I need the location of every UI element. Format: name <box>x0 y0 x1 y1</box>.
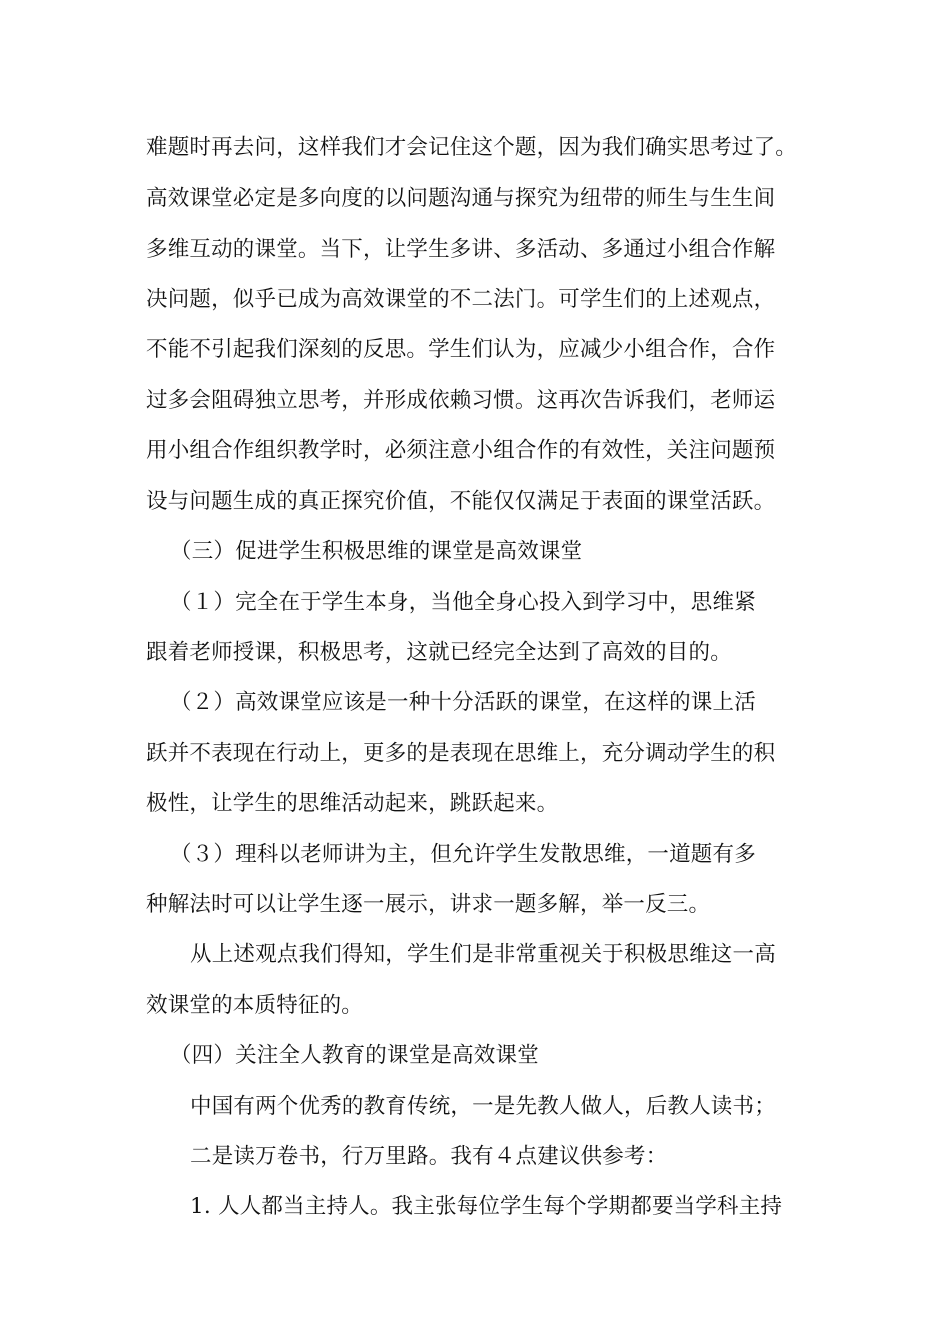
paragraph-line: 二是读万卷书，行万里路。我有４点建议供参考： <box>190 1144 668 1169</box>
list-item-line: 种解法时可以让学生逐一展示，讲求一题多解，举一反三。 <box>146 892 711 917</box>
paragraph-line: 从上述观点我们得知，学生们是非常重视关于积极思维这一高 <box>190 942 776 967</box>
paragraph-line: 过多会阻碍独立思考，并形成依赖习惯。这再次告诉我们，老师运 <box>146 388 776 413</box>
list-item-line: 跃并不表现在行动上，更多的是表现在思维上，充分调动学生的积 <box>146 741 776 766</box>
section-heading: （三）促进学生积极思维的课堂是高效课堂 <box>170 539 583 564</box>
paragraph-line: 效课堂的本质特征的。 <box>146 993 364 1018</box>
paragraph-line: 决问题，似乎已成为高效课堂的不二法门。可学生们的上述观点， <box>146 287 776 312</box>
list-item-line: （２）高效课堂应该是一种十分活跃的课堂，在这样的课上活 <box>170 690 756 715</box>
list-item-line: （１）完全在于学生本身，当他全身心投入到学习中，思维紧 <box>170 590 756 615</box>
list-item-line: 极性，让学生的思维活动起来，跳跃起来。 <box>146 791 559 816</box>
paragraph-line: 中国有两个优秀的教育传统，一是先教人做人，后教人读书； <box>190 1094 776 1119</box>
paragraph-line: 设与问题生成的真正探究价值，不能仅仅满足于表面的课堂活跃。 <box>146 489 776 514</box>
paragraph-line: 用小组合作组织教学时，必须注意小组合作的有效性，关注问题预 <box>146 438 776 463</box>
paragraph-line: 多维互动的课堂。当下，让学生多讲、多活动、多通过小组合作解 <box>146 237 776 262</box>
paragraph-line: 难题时再去问，这样我们才会记住这个题，因为我们确实思考过了。 <box>146 135 798 160</box>
list-item-line: 跟着老师授课，积极思考，这就已经完全达到了高效的目的。 <box>146 640 732 665</box>
paragraph-line: 高效课堂必定是多向度的以问题沟通与探究为纽带的师生与生生间 <box>146 186 776 211</box>
paragraph-line: 不能不引起我们深刻的反思。学生们认为，应减少小组合作，合作 <box>146 337 776 362</box>
section-heading: （四）关注全人教育的课堂是高效课堂 <box>170 1043 539 1068</box>
list-item-line: （３）理科以老师讲为主，但允许学生发散思维，一道题有多 <box>170 842 756 867</box>
numbered-item-line: 1. 人人都当主持人。我主张每位学生每个学期都要当学科主持 <box>190 1194 783 1219</box>
